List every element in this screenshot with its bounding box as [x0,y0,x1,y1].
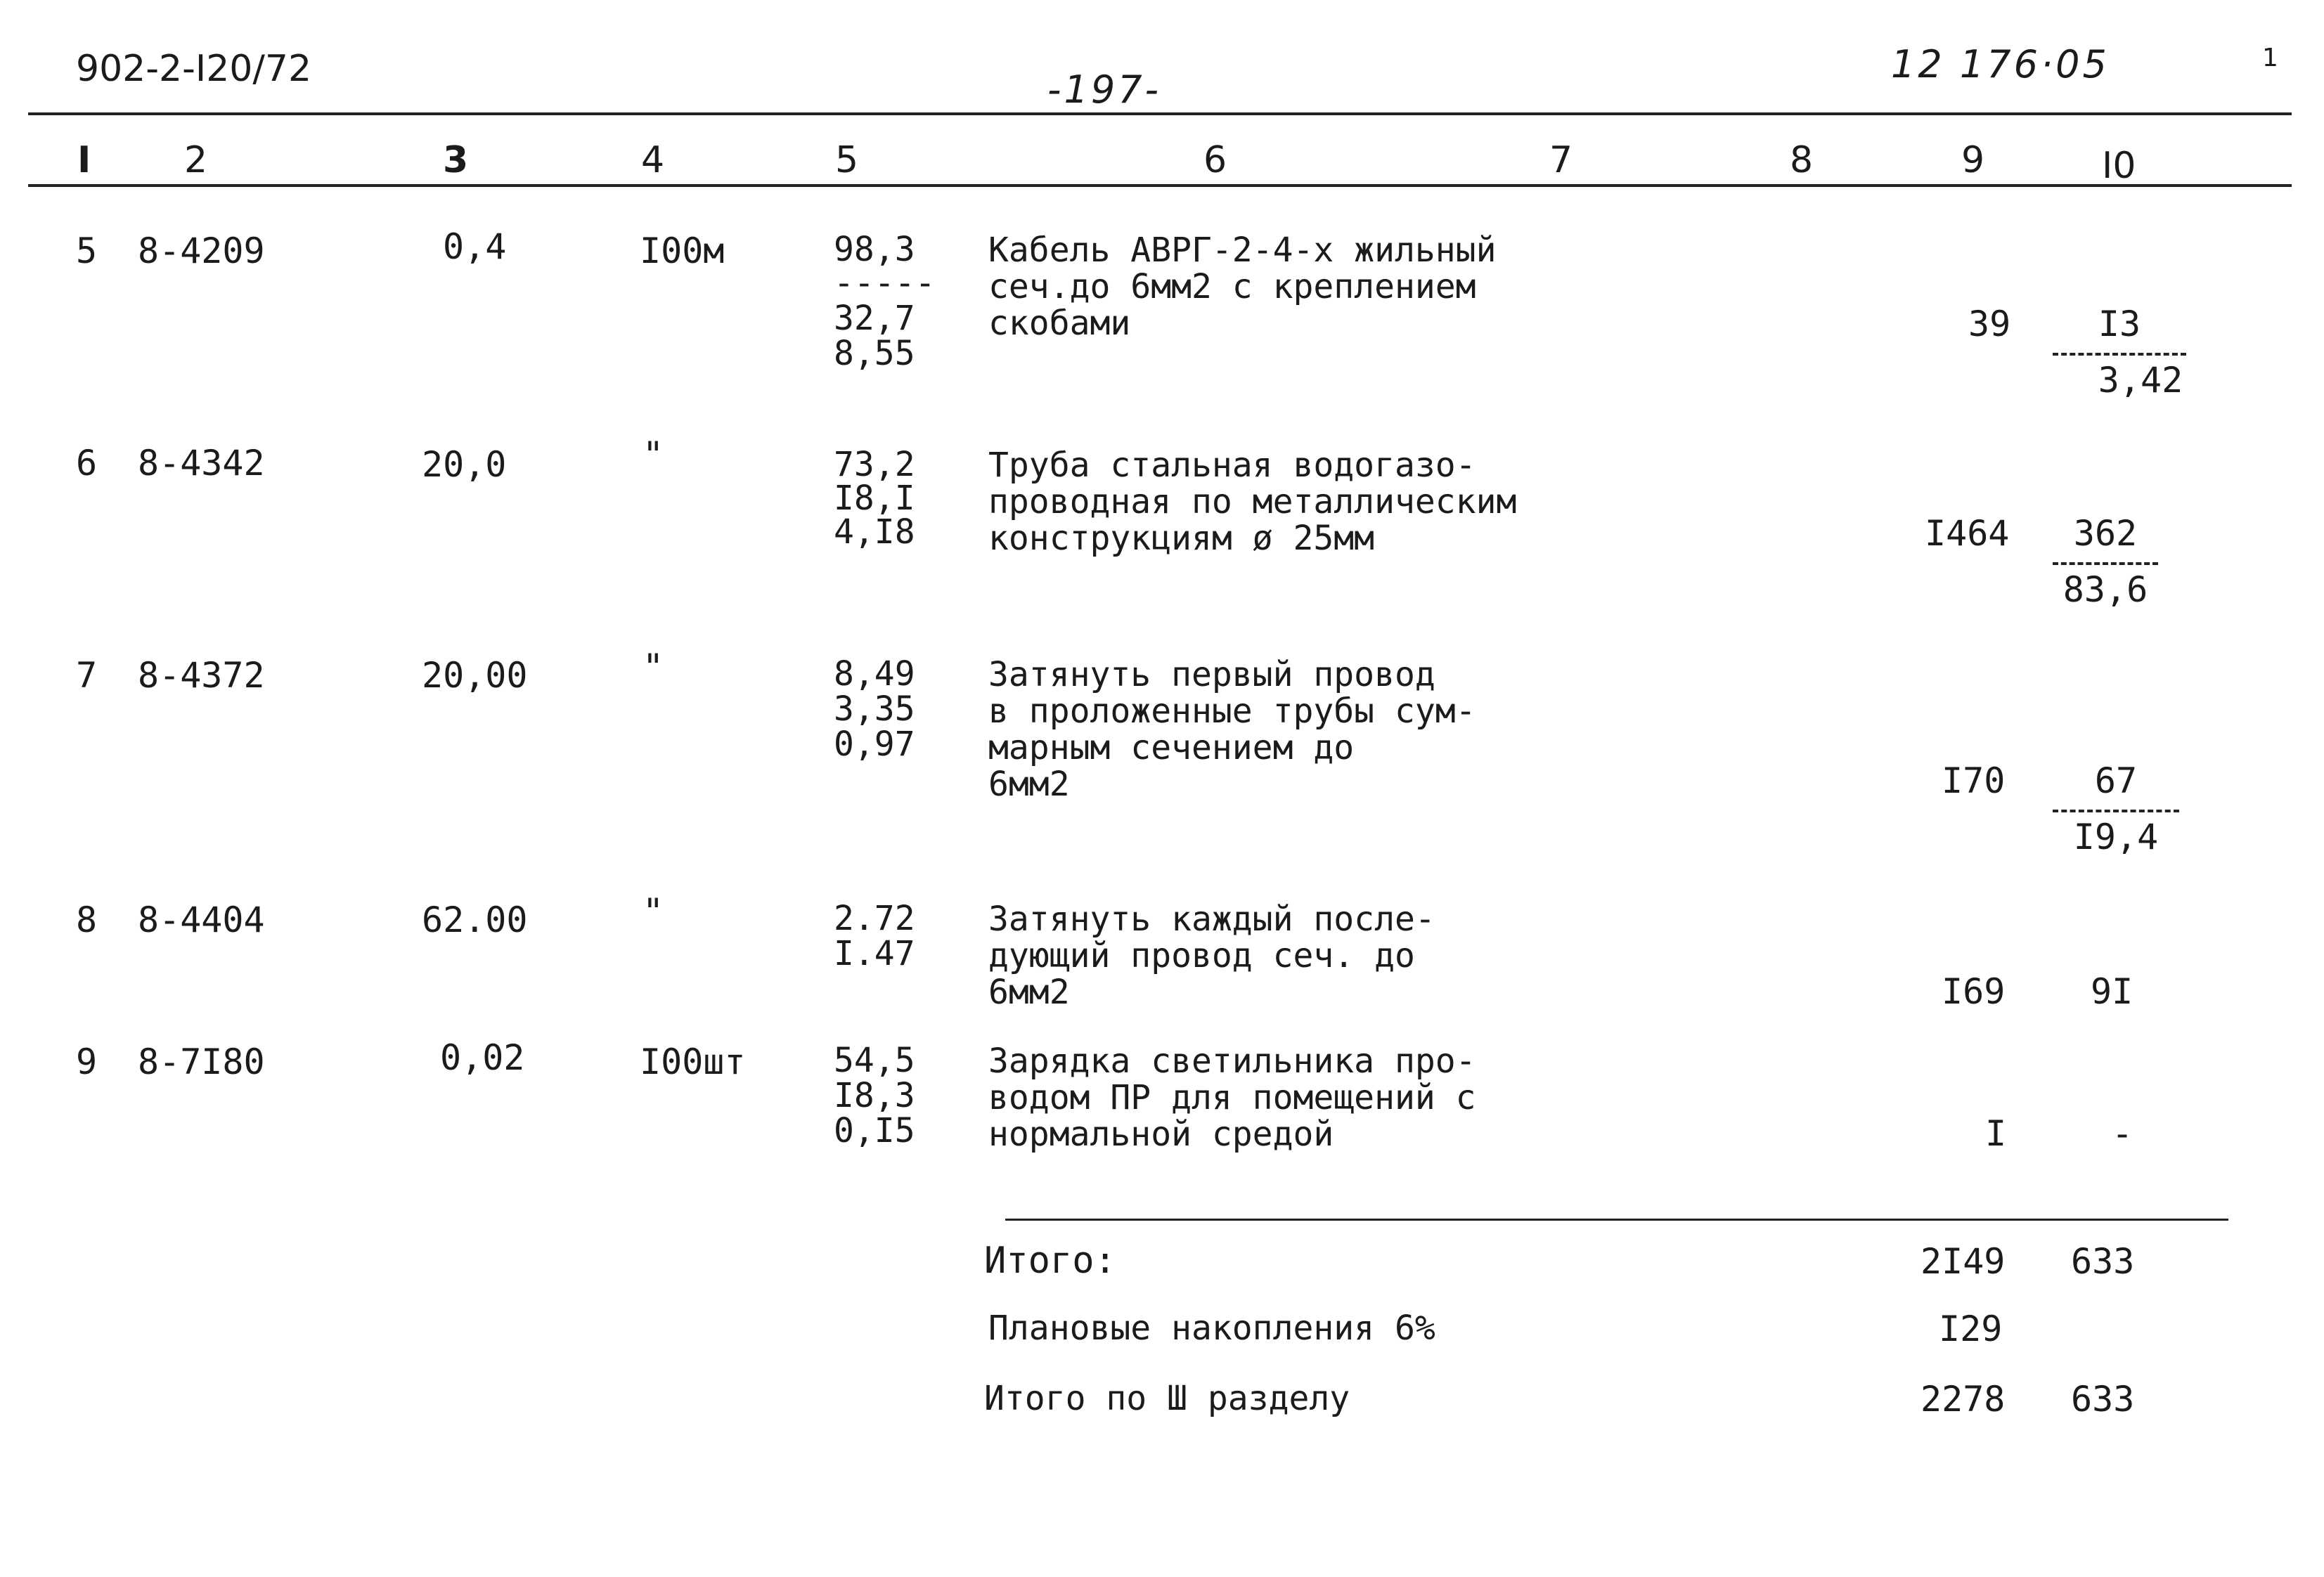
row-5-col10-bottom: 3,42 [2098,360,2183,401]
row-8-unit: " [643,891,664,932]
row-5-col10-bar [2053,353,2186,356]
row-9-description: Зарядка светильника про- водом ПР для помещений с нормальной средой [988,1041,1476,1154]
row-8-quantity: 62.00 [422,900,528,940]
row-5-col9: 39 [1968,304,2011,344]
col-header-8: 8 [1790,139,1814,181]
row-5-col10 [2053,305,2186,399]
row-5-number: 5 [76,231,98,271]
row-9-prices-2: I8,3 [834,1076,915,1115]
row-8-col10: 9I [2091,971,2133,1012]
row-6-prices-1: 73,2 [834,445,915,484]
total-label: Итого: [984,1240,1116,1282]
row-9-prices-3: 0,I5 [834,1111,915,1150]
row-6-unit: " [643,434,664,475]
row-6-number: 6 [76,443,98,484]
row-8-prices-2: I.47 [834,934,915,973]
row-7-col10-bottom: I9,4 [2073,817,2159,857]
row-8-number: 8 [76,900,98,940]
row-6-col10-bar [2053,562,2158,565]
col-header-10: I0 [2102,145,2136,187]
section-total-label: Итого по Ш разделу [984,1379,1350,1418]
row-9-quantity: 0,02 [440,1037,525,1078]
section-total-col10: 633 [2071,1379,2135,1420]
row-6-col9: I464 [1925,513,2010,554]
row-9-code: 8-7I80 [138,1041,265,1082]
row-6-prices-3: 4,I8 [834,512,915,552]
row-9-prices-1: 54,5 [834,1041,915,1080]
row-5-unit: I00м [640,231,725,271]
row-5-price-2: 32,7 [834,299,915,338]
col-header-4: 4 [641,139,665,181]
row-5-price-1: 98,3 [834,230,915,269]
col-header-1: I [77,139,91,181]
col-header-3: 3 [443,139,469,181]
col-header-7: 7 [1549,139,1573,181]
section-total-col9: 2278 [1920,1379,2006,1420]
document-code: 902-2-I20/72 [76,48,312,90]
total-col9: 2I49 [1920,1241,2006,1282]
row-7-col9: I70 [1942,760,2006,801]
row-6-quantity: 20,0 [422,444,507,485]
row-5-quantity: 0,4 [443,226,507,267]
row-6-prices-2: I8,I [834,479,915,518]
row-5-description: Кабель АВРГ-2-4-х жильный сеч.до 6мм2 с креплением скобами [988,231,1497,343]
row-6-code: 8-4342 [138,443,265,484]
col-header-5: 5 [835,139,859,181]
planned-savings-col9: I29 [1939,1309,2003,1349]
row-8-description: Затянуть каждый после- дующий провод сеч. до 6мм2 [988,900,1435,1012]
row-7-prices-1: 8,49 [834,654,915,694]
row-7-number: 7 [76,655,98,696]
row-9-col10: - [2112,1113,2133,1154]
row-8-code: 8-4404 [138,900,265,940]
row-7-quantity: 20,00 [422,655,528,696]
row-5-price-separator: ----- [834,264,936,303]
top-rule [28,112,2292,115]
row-9-unit: I00шт [640,1041,746,1082]
row-8-prices-1: 2.72 [834,899,915,938]
row-7-description: Затянуть первый провод в проложенные трубы сум- марным сечением до 6мм2 [988,655,1476,804]
inventory-number: 12 176·05 [1891,42,2110,86]
totals-rule [1005,1219,2228,1221]
row-6-description: Труба стальная водогазо- проводная по металлическим конструкциям ø 25мм [988,446,1517,558]
row-5-col10-top: I3 [2098,304,2141,344]
page-number: -197- [1047,67,1162,112]
header-rule [28,184,2292,187]
row-7-prices-2: 3,35 [834,689,915,729]
corner-mark: 1 [2262,44,2278,72]
row-6-col10 [2053,514,2158,609]
row-7-unit: " [643,647,664,687]
planned-savings-label: Плановые накопления 6% [988,1309,1435,1348]
row-7-prices-3: 0,97 [834,725,915,764]
row-6-col10-top: 362 [2073,513,2138,554]
row-7-code: 8-4372 [138,655,265,696]
col-header-6: 6 [1203,139,1227,181]
row-5-code: 8-4209 [138,231,265,271]
total-col10: 633 [2071,1241,2135,1282]
row-6-col10-bottom: 83,6 [2062,569,2148,610]
col-header-2: 2 [184,139,208,181]
row-5-price-3: 8,55 [834,334,915,373]
row-8-col9: I69 [1942,971,2006,1012]
row-7-col10-top: 67 [2094,760,2138,801]
col-header-9: 9 [1961,139,1985,181]
row-9-col9: I [1985,1113,2007,1154]
row-9-number: 9 [76,1041,98,1082]
row-7-col10 [2053,762,2179,856]
row-7-col10-bar [2053,810,2179,812]
